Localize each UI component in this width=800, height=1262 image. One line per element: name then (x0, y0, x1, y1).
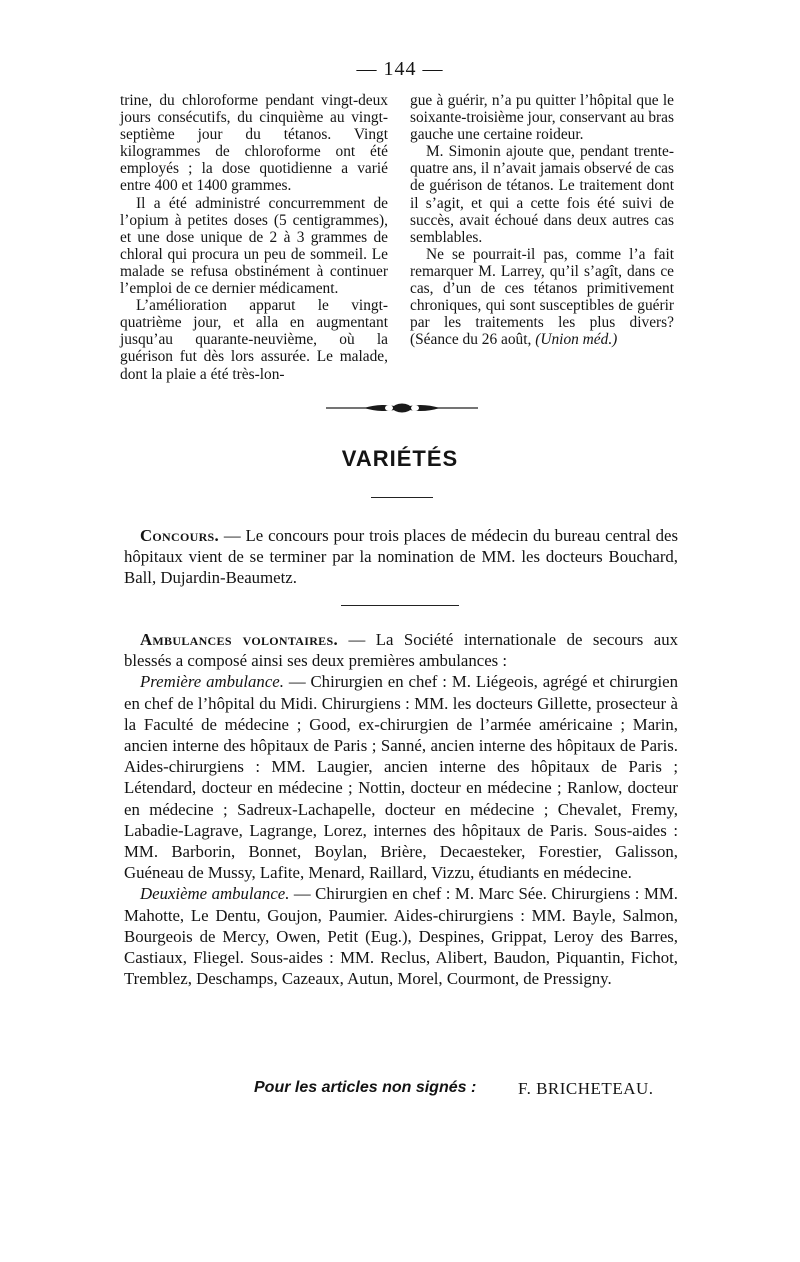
left-paragraph-1: trine, du chloroforme pendant vingt-deux jours consécutifs, du cinquième au vingt-septième jour du tétanos. Vingt kilogrammes de chloroforme ont été employés ; la dose quotidienne a varié entre 400 et 1400 grammes. (120, 92, 388, 195)
right-paragraph-3 (410, 246, 674, 349)
concours-label: Concours. (140, 526, 220, 545)
section-title: VARIÉTÉS (341, 446, 459, 471)
divider-rule (341, 605, 459, 606)
signature-name: F. BRICHETEAU. (518, 1079, 654, 1098)
first-ambulance-label: Première ambulance. (140, 672, 284, 692)
second-ambulance-label: Deuxième ambulance. (140, 884, 290, 904)
right-paragraph-3-text: Ne se pourrait-il pas, comme l’a fait remarquer M. Larrey, qu’il s’agît, dans ce cas, d’un de ces tétanos primitivement chroniques, qui sont susceptibles de guérir par les traitements les plus divers? (Séance du 26 août, (410, 245, 674, 349)
ambulances-label: Ambulances volontaires. (140, 630, 338, 649)
right-column (410, 92, 674, 348)
right-paragraph-2: M. Simonin ajoute que, pendant trente-quatre ans, il n’avait jamais observé de cas de guérison de tétanos. Le traitement dont il s’agit, et qui a cette fois été suivi de succès, avait échoué dans deux autres cas semblables. (410, 143, 674, 246)
left-column (120, 92, 388, 383)
source-citation: (Union méd.) (535, 331, 618, 349)
first-ambulance-text: — Chirurgien en chef : M. Liégeois, agrégé et chirurgien en chef de l’hôpital du Midi. Chirurgiens : MM. les docteurs Gillette, prosecteur à la Faculté de médecine ; Good, ex-chirurgien de l’armée américaine ; Marin, ancien interne des hôpitaux de Paris ; Sanné, ancien interne des hôpitaux de Paris. Aides-chirurgiens : MM. Laugier, ancien interne des hôpitaux de Paris ; Létendard, docteur en médecine ; Nottin, docteur en médecine ; Ranlow, docteur en médecine ; Sadreux-Lachapelle, docteur en médecine ; Chevalet, Fremy, Labadie-Lagrave, Lagrange, Lorez, internes des hôpitaux de Paris. Sous-aides : MM. Barborin, Bonnet, Boylan, Brière, Decaesteker, Forestier, Galisson, Guéneau de Mussy, Lafite, Menard, Raillard, Vizzu, étudiants en médecine. (124, 672, 679, 883)
second-ambulance-text: — Chirurgien en chef : M. Marc Sée. Chirurgiens : MM. Mahotte, Le Dentu, Goujon, Paumier. Aides-chirurgiens : MM. Bayle, Salmon, Bourgeois de Mercy, Owen, Petit (Eug.), Despines, Grippat, Leroy des Barres, Castiaux, Fliegel. Sous-aides : MM. Reclus, Alibert, Baudon, Piquantin, Fichot, Tremblez, Deschamps, Cazeaux, Autun, Morel, Courmont, de Pressigny. (124, 884, 678, 989)
divider-rule (371, 497, 433, 498)
left-paragraph-2: Il a été administré concurremment de l’opium à petites doses (5 centigrammes), et une dose unique de 2 à 3 grammes de chloral qui procura un peu de sommeil. Le malade se refusa obstinément à continuer l’emploi de ce dernier médicament. (120, 194, 388, 298)
ambulances-intro: — La Société internationale de secours aux blessés a composé ainsi ses deux premières ambulances : (124, 630, 678, 671)
signature-label: Pour les articles non signés : (254, 1079, 477, 1096)
page-number: — 144 — (356, 58, 444, 80)
right-paragraph-1: gue à guérir, n’a pu quitter l’hôpital que le soixante-troisième jour, conservant au bras gauche une certaine roideur. (410, 92, 674, 144)
concours-paragraph (124, 525, 678, 589)
ambulances-section (124, 629, 678, 989)
left-paragraph-3: L’amélioration apparut le vingt-quatrième jour, et alla en augmentant jusqu’au quarante-neuvième, où la guérison fut dès lors assurée. Le malade, dont la plaie a été très-lon- (120, 297, 388, 383)
concours-text: — Le concours pour trois places de médecin du bureau central des hôpitaux vient de se terminer par la nomination de MM. les docteurs Bouchard, Ball, Dujardin-Beaumetz. (124, 526, 678, 588)
ornament-divider-icon (326, 401, 478, 415)
